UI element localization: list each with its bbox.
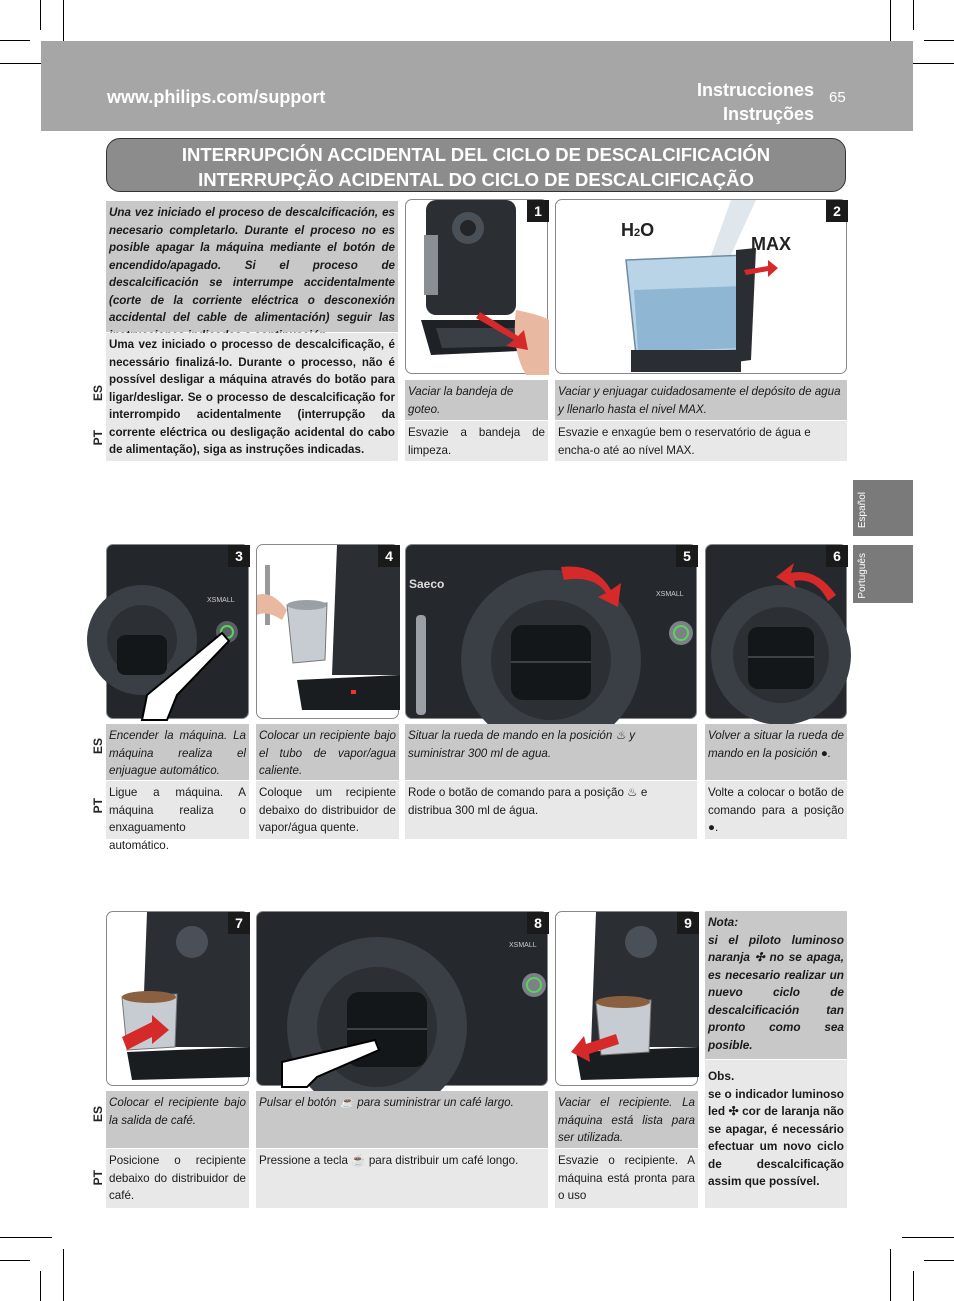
hot-water-icon: ♨ <box>615 729 626 742</box>
lang-label-es: ES <box>91 1106 105 1123</box>
step-8-photo <box>256 911 548 1086</box>
brand-logo: Saeco <box>409 577 445 591</box>
step-number-8: 8 <box>527 912 549 934</box>
power-on-illustration <box>107 545 250 720</box>
crop-mark <box>913 0 914 30</box>
long-coffee-icon: ☕ <box>339 1096 355 1109</box>
note-pt-title: Obs. <box>708 1069 735 1083</box>
crop-mark <box>890 1249 891 1301</box>
step-2-pt: Esvazie e enxagúe bem o reservatório de água e encha-o até ao nível MAX. <box>555 421 847 461</box>
step-5-es: Situar la rueda de mando en la posición ♨ y suministrar 300 ml de agua. <box>405 724 697 780</box>
crop-mark <box>40 1271 41 1301</box>
step-number-6: 6 <box>826 545 848 567</box>
note-pt: Obs. se o indicador luminoso led ✣ cor de laranja não se apagar, é necessário efectuar um novo ciclo de descalcificação assim que possível. <box>705 1060 847 1208</box>
crop-mark <box>924 40 954 41</box>
section-title-pt: INTERRUPÇÃO ACIDENTAL DO CICLO DE DESCALCIFICAÇÃO <box>198 169 754 190</box>
step-3-es: Encender la máquina. La máquina realiza el enjuague automático. <box>106 724 249 780</box>
step-8-es: Pulsar el botón ☕ para suministrar un café largo. <box>256 1091 548 1148</box>
step-7-es: Colocar el recipiente bajo la salida de café. <box>106 1091 249 1148</box>
step-9-es: Vaciar el recipiente. La máquina está lista para ser utilizada. <box>555 1091 698 1148</box>
step-number-1: 1 <box>527 200 549 222</box>
coffee-bean-icon: ● <box>820 746 828 760</box>
descaling-led-icon: ✣ <box>728 1104 739 1118</box>
header-title-es: Instrucciones <box>696 80 814 100</box>
section-title <box>106 138 846 192</box>
steam-wand-container-illustration <box>257 545 400 720</box>
crop-mark <box>902 1237 954 1238</box>
step-3-pt: Ligue a máquina. A máquina realiza o enxaguamento automático. <box>106 781 249 839</box>
step-3-photo <box>106 544 249 719</box>
step-8-pt: Pressione a tecla ☕ para distribuir um café longo. <box>256 1149 548 1208</box>
step-2-es: Vaciar y enjuagar cuidadosamente el depósito de agua y llenarlo hasta el nivel MAX. <box>555 380 847 420</box>
step-4-pt: Coloque um recipiente debaixo do distribuidor de vapor/água quente. <box>256 781 399 839</box>
step-9-pt: Esvazie o recipiente. A máquina está pronta para o uso <box>555 1149 698 1208</box>
rotate-knob-illustration <box>406 545 698 720</box>
step-1-photo <box>405 199 548 374</box>
rotate-back-knob-illustration <box>706 545 848 720</box>
lang-label-es: ES <box>91 385 105 402</box>
intro-pt: Uma vez iniciado o processo de descalcificação, é necessário finalizá-lo. Durante o processo, não é possível desligar a máquina através do botão para ligar/desligar. Se o processo de descalcificação for interrompido acidentalmente (interrupção da corrente eléctrica ou desligação acidental do cabo de alimentação), siga as instruções indicadas. <box>106 333 398 461</box>
step-5-photo <box>405 544 697 719</box>
step-6-pt: Volte a colocar o botão de comando para a posição ●. <box>705 781 847 839</box>
step-number-7: 7 <box>228 912 250 934</box>
crop-mark <box>913 1271 914 1301</box>
water-tank-illustration <box>556 200 848 375</box>
remove-container-illustration <box>556 912 699 1087</box>
step-number-9: 9 <box>677 912 699 934</box>
model-label: XSMALL <box>207 597 235 604</box>
lang-label-es: ES <box>91 738 105 755</box>
container-under-coffee-spout-illustration <box>107 912 250 1087</box>
page-number: 65 <box>829 89 846 106</box>
step-4-es: Colocar un recipiente bajo el tubo de vapor/agua caliente. <box>256 724 399 780</box>
descaling-led-icon: ✣ <box>754 950 765 964</box>
crop-mark <box>0 1237 52 1238</box>
step-1-pt: Esvazie a bandeja de limpeza. <box>405 421 548 461</box>
max-label: MAX <box>751 234 791 254</box>
crop-mark <box>40 0 41 30</box>
crop-mark <box>924 1260 954 1261</box>
step-5-pt: Rode o botão de comando para a posição ♨ e distribua 300 ml de água. <box>405 781 697 839</box>
long-coffee-icon: ☕ <box>351 1154 366 1167</box>
crop-mark <box>0 1260 30 1261</box>
section-title-es: INTERRUPCIÓN ACCIDENTAL DEL CICLO DE DESCALCIFICACIÓN <box>181 144 771 165</box>
model-label: XSMALL <box>656 591 684 598</box>
hot-water-icon: ♨ <box>627 786 638 799</box>
intro-es: Una vez iniciado el proceso de descalcificación, es necesario completarlo. Durante el proceso no es posible apagar la máquina mediante el botón de encendido/apagado. Si el proceso de descalcificación se interrumpe accidentalmente (corte de la corriente eléctrica o desconexión accidental del cable de alimentación) seguir las <box>106 201 398 332</box>
step-7-photo <box>106 911 249 1086</box>
lang-label-pt: PT <box>91 798 105 814</box>
model-label: XSMALL <box>509 942 537 949</box>
h2o-label: H2O <box>621 220 655 240</box>
lang-label-pt: PT <box>91 1170 105 1186</box>
step-9-photo <box>555 911 698 1086</box>
step-number-2: 2 <box>826 200 848 222</box>
step-4-photo <box>256 544 399 719</box>
tab-portugues: Português <box>853 545 913 603</box>
step-number-3: 3 <box>228 545 250 567</box>
step-number-5: 5 <box>676 545 698 567</box>
coffee-bean-icon: ● <box>708 821 716 834</box>
note-es-title: Nota: <box>708 915 739 929</box>
step-6-photo <box>705 544 847 719</box>
page-header <box>41 41 913 131</box>
step-7-pt: Posicione o recipiente debaixo do distribuidor de café. <box>106 1149 249 1208</box>
crop-mark <box>63 1249 64 1301</box>
step-number-4: 4 <box>378 545 400 567</box>
drip-tray-illustration <box>406 200 549 375</box>
header-title-pt: Instruções <box>722 104 814 124</box>
step-1-es: Vaciar la bandeja de goteo. <box>405 380 548 420</box>
step-2-photo <box>555 199 847 374</box>
note-es: Nota: si el piloto luminoso naranja ✣ no se apaga, es necesario realizar un nuevo ciclo de descalcificación tan pronto como sea posible. <box>705 911 847 1059</box>
tab-espanol: Español <box>853 480 913 536</box>
crop-mark <box>0 40 30 41</box>
press-long-coffee-button-illustration <box>257 912 549 1087</box>
support-url: www.philips.com/support <box>107 87 326 107</box>
step-6-es: Volver a situar la rueda de mando en la posición ●. <box>705 724 847 780</box>
lang-label-pt: PT <box>91 430 105 446</box>
